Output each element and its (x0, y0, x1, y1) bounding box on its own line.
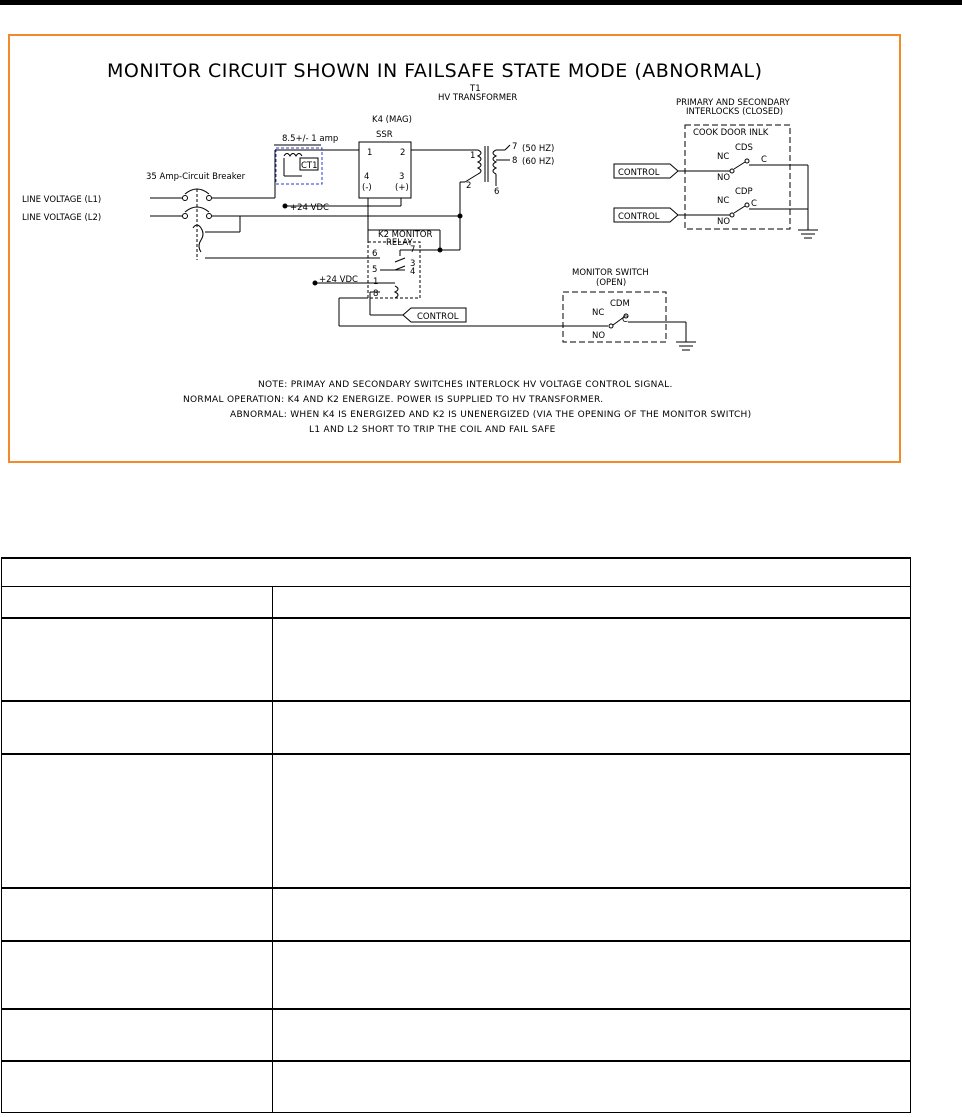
k2-label: K2 MONITOR (378, 230, 433, 240)
note-line-1: NOTE: PRIMAY AND SECONDARY SWITCHES INTERLOCK HV VOLTAGE CONTROL SIGNAL. (258, 380, 673, 390)
breaker-contact (207, 196, 212, 201)
nc-label: NC (717, 196, 730, 206)
c-label: C (622, 315, 628, 325)
breaker-contact (183, 196, 188, 201)
vdc-label-2: +24 VDC (319, 275, 358, 285)
transformer-label: HV TRANSFORMER (438, 93, 518, 103)
table-row (2, 941, 911, 1009)
table-cell (273, 618, 911, 701)
breaker-contact (207, 214, 212, 219)
table-cell (273, 1061, 911, 1112)
table-column-header-row (2, 587, 911, 619)
vdc-label-1: +24 VDC (290, 203, 329, 213)
ct-rating: 8.5+/- 1 amp (282, 134, 339, 144)
ssr-label: SSR (376, 130, 393, 140)
freq-50: (50 HZ) (522, 144, 555, 154)
t1-label: T1 (470, 84, 481, 94)
table-cell (2, 701, 273, 754)
diagram-title: MONITOR CIRCUIT SHOWN IN FAILSAFE STATE MODE (ABNORMAL) (107, 60, 763, 82)
no-label: NO (717, 217, 731, 227)
monitor-switch-label: MONITOR SWITCH (572, 268, 649, 278)
cds-label: CDS (735, 143, 753, 153)
table-header (2, 558, 911, 587)
note-line-2: NORMAL OPERATION: K4 AND K2 ENERGIZE. POWER IS SUPPLIED TO HV TRANSFORMER. (183, 395, 604, 405)
k2-pin1: 1 (373, 277, 379, 287)
no-label: NO (592, 331, 606, 341)
cdp-label: CDP (735, 187, 753, 197)
tx-pin2: 2 (466, 181, 472, 191)
table-row (2, 754, 911, 888)
k2-pin3: 3 (410, 259, 416, 269)
note-line-3: ABNORMAL: WHEN K4 IS ENERGIZED AND K2 IS UNENERGIZED (VIA THE OPENING OF THE MONITOR SWITCH) (230, 410, 752, 420)
table-cell (2, 888, 273, 941)
interlock-box (685, 125, 790, 229)
line1-label: LINE VOLTAGE (L1) (22, 195, 102, 205)
breaker-trip-coil (193, 225, 203, 252)
table-header-row (2, 558, 911, 587)
tx-pin6: 6 (494, 187, 500, 197)
breaker-contact (183, 214, 188, 219)
table-cell (2, 941, 273, 1009)
ssr-plus: (+) (395, 183, 409, 193)
table-row (2, 1061, 911, 1112)
control-label-cds: CONTROL (618, 168, 660, 178)
ssr-pin4: 4 (364, 172, 370, 182)
control-label-cdp: CONTROL (618, 212, 660, 222)
data-table (1, 557, 911, 1113)
no-label: NO (717, 173, 731, 183)
monitor-circuit-diagram (0, 0, 962, 470)
table-row (2, 618, 911, 701)
table-cell (2, 754, 273, 888)
table-cell (2, 1009, 273, 1061)
ssr-minus: (-) (362, 183, 372, 193)
interlocks-state: INTERLOCKS (CLOSED) (686, 107, 784, 117)
ssr-pin3: 3 (399, 172, 405, 182)
table-cell (2, 618, 273, 701)
table-cell (273, 1009, 911, 1061)
ct-label: CT1 (301, 161, 318, 171)
k2-pin7: 7 (410, 245, 416, 255)
table-row (2, 1009, 911, 1061)
column-header (2, 587, 273, 619)
breaker-label: 35 Amp-Circuit Breaker (146, 172, 246, 182)
ssr-pin2: 2 (400, 148, 406, 158)
k2-coil (395, 286, 398, 298)
nc-label: NC (717, 152, 730, 162)
table-row (2, 701, 911, 754)
nc-label: NC (592, 308, 605, 318)
cdm-label: CDM (610, 299, 630, 309)
table-cell (273, 888, 911, 941)
k4-label: K4 (MAG) (372, 115, 412, 125)
table-cell (273, 754, 911, 888)
table-cell (2, 1061, 273, 1112)
k2-pin4: 4 (410, 267, 416, 277)
transformer-secondary (493, 150, 496, 174)
monitor-switch-state: (OPEN) (596, 278, 627, 288)
freq-60: (60 HZ) (522, 157, 555, 167)
k2-pin6: 6 (372, 249, 378, 259)
note-line-4: L1 AND L2 SHORT TO TRIP THE COIL AND FAIL SAFE (309, 425, 556, 435)
column-header (273, 587, 911, 619)
tx-pin8: 8 (512, 156, 518, 166)
control-label-k2: CONTROL (417, 312, 459, 322)
tx-pin1: 1 (470, 151, 476, 161)
table-cell (273, 701, 911, 754)
k2-pin5: 5 (372, 265, 378, 275)
interlocks-label: PRIMARY AND SECONDARY (676, 98, 790, 108)
table-row (2, 888, 911, 941)
line2-label: LINE VOLTAGE (L2) (22, 213, 102, 223)
ssr-pin1: 1 (367, 148, 373, 158)
c-label: C (761, 155, 767, 165)
ct-coil (284, 154, 302, 157)
k2-label-relay: RELAY (386, 238, 413, 248)
c-label: C (751, 199, 757, 209)
transformer-primary (478, 150, 481, 174)
k2-pin8: 8 (373, 289, 379, 299)
cook-door-label: COOK DOOR INLK (693, 128, 769, 138)
table-cell (273, 941, 911, 1009)
tx-pin7: 7 (512, 142, 518, 152)
